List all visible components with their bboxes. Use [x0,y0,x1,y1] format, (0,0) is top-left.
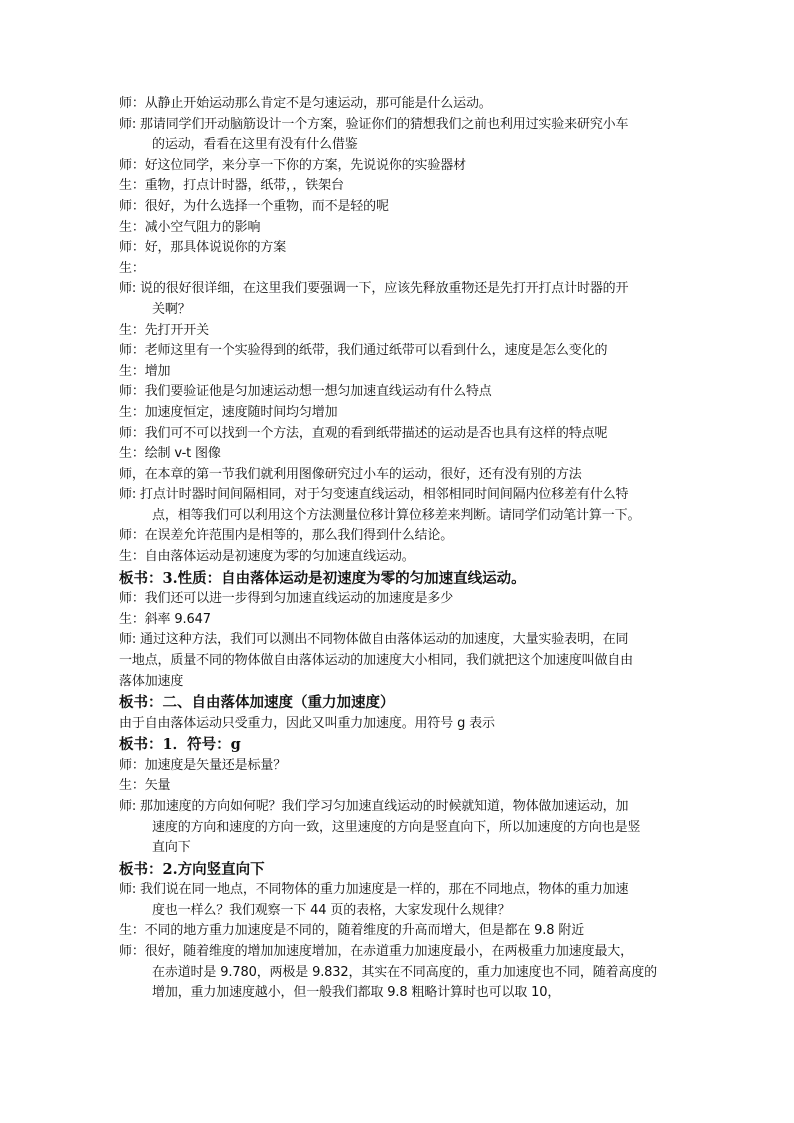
transcript-line: 师：好，那具体说说你的方案 [119,240,287,256]
transcript-line: 师：老师这里有一个实验得到的纸带，我们通过纸带可以看到什么，速度是怎么变化的 [119,343,608,359]
board-heading: 板书：二、自由落体加速度（重力加速度） [119,694,395,712]
transcript-line: 生：绘制 v-t 图像 [119,446,221,462]
transcript-line: 生：先打开开关 [119,322,209,338]
transcript-line: 生：自由落体运动是初速度为零的匀加速直线运动。 [119,549,415,565]
transcript-line: 师: 那请同学们开动脑筋设计一个方案，验证你们的猜想我们之前也利用过实验来研究小车 [119,116,629,132]
transcript-line: 度也一样么？我们观察一下 44 页的表格，大家发现什么规律？ [152,902,511,918]
transcript-line: 生：不同的地方重力加速度是不同的，随着维度的升高而增大，但是都在 9.8 附近 [119,923,585,939]
transcript-line: 师：我们可不可以找到一个方法，直观的看到纸带描述的运动是否也具有这样的特点呢 [119,425,608,441]
transcript-line: 师: 那加速度的方向如何呢？我们学习匀加速直线运动的时候就知道，物体做加速运动，加 [119,798,629,814]
transcript-line: 生：加速度恒定，速度随时间均匀增加 [119,404,338,420]
transcript-line: 速度的方向和速度的方向一致，这里速度的方向是竖直向下，所以加速度的方向也是竖 [152,819,641,835]
transcript-line: 师：在误差允许范围内是相等的，那么我们得到什么结论。 [119,528,454,544]
transcript-line: 在赤道时是 9.780，两极是 9.832，其实在不同高度的，重力加速度也不同，随着高度的 [152,964,657,980]
transcript-line: 由于自由落体运动只受重力，因此又叫重力加速度。用符号 g 表示 [119,715,495,731]
transcript-line: 师：我们还可以进一步得到匀加速直线运动的加速度是多少 [119,591,454,607]
transcript-line: 师，在本章的第一节我们就利用图像研究过小车的运动，很好，还有没有别的方法 [119,466,582,482]
transcript-line: 落体加速度 [119,673,184,689]
board-heading: 板书：2.方向竖直向下 [119,860,265,878]
transcript-line: 师：很好，为什么选择一个重物，而不是轻的呢 [119,198,389,214]
transcript-line: 生：重物，打点计时器，纸带，，铁架台 [119,178,344,194]
transcript-line: 师：很好，随着维度的增加加速度增加，在赤道重力加速度最小，在两极重力加速度最大， [119,943,634,959]
lesson-transcript [119,94,679,1004]
transcript-line: 生： [119,260,145,276]
transcript-line: 直向下 [152,840,191,856]
transcript-line: 师: 说的很好很详细，在这里我们要强调一下，应该先释放重物还是先打开打点计时器的开 [119,281,629,297]
transcript-line: 生：斜率 9.647 [119,611,211,627]
transcript-line: 增加，重力加速度越小，但一般我们都取 9.8 粗略计算时也可以取 10， [152,985,561,1001]
transcript-line: 生：增加 [119,363,171,379]
transcript-line: 师：加速度是矢量还是标量？ [119,757,287,773]
transcript-line: 的运动，看看在这里有没有什么借鉴 [152,137,358,153]
transcript-line: 师: 通过这种方法，我们可以测出不同物体做自由落体运动的加速度，大量实验表明，在同 [119,632,629,648]
board-heading: 板书：3.性质：自由落体运动是初速度为零的匀加速直线运动。 [119,569,526,587]
transcript-line: 点，相等我们可以利用这个方法测量位移计算位移差来判断。请同学们动笔计算一下。 [152,507,641,523]
transcript-line: 师：从静止开始运动那么肯定不是匀速运动，那可能是什么运动。 [119,96,492,111]
transcript-line: 师: 我们说在同一地点，不同物体的重力加速度是一样的，那在不同地点，物体的重力加速 [119,882,629,898]
board-heading: 板书：1．符号：g [119,736,241,754]
transcript-line: 关啊？ [152,301,191,317]
transcript-line: 生：减小空气阻力的影响 [119,219,261,235]
transcript-line: 师：我们要验证他是匀加速运动想一想匀加速直线运动有什么特点 [119,384,492,400]
transcript-line: 一地点，质量不同的物体做自由落体运动的加速度大小相同，我们就把这个加速度叫做自由 [119,652,634,668]
transcript-line: 生：矢量 [119,778,171,794]
transcript-line: 师：好这位同学，来分享一下你的方案，先说说你的实验器材 [119,157,466,173]
transcript-line: 师: 打点计时器时间间隔相同，对于匀变速直线运动，相邻相同时间间隔内位移差有什么特 [119,487,629,503]
